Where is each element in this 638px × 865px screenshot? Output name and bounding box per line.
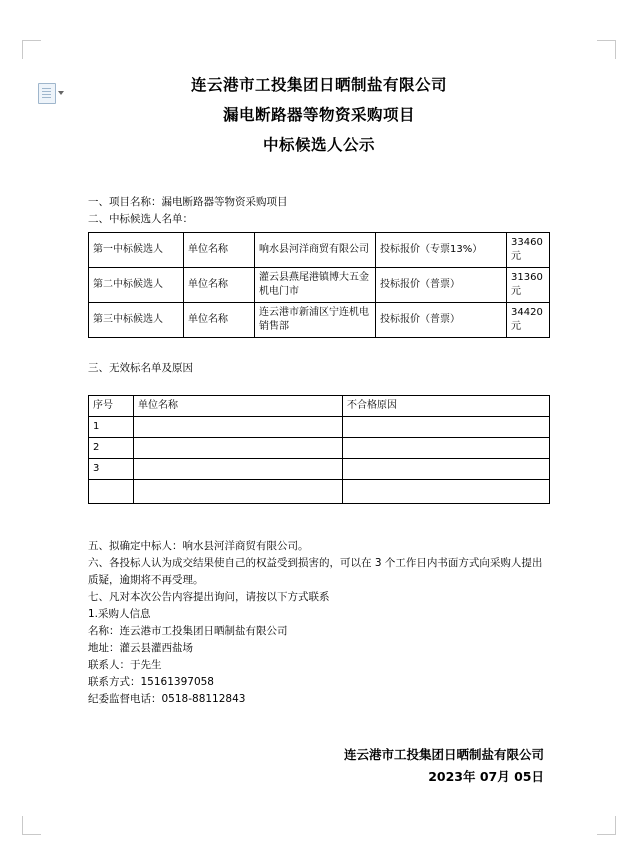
cell-unit-name xyxy=(134,417,343,438)
candidate-unit-label: 单位名称 xyxy=(184,233,255,268)
document-sheet-icon xyxy=(38,83,56,104)
table-row xyxy=(89,417,550,438)
spacer xyxy=(88,377,550,389)
signature-block xyxy=(88,744,550,788)
purchaser-info-heading: 1.采购人信息 xyxy=(88,608,151,620)
purchaser-name: 名称：连云港市工投集团日晒制盐有限公司 xyxy=(88,625,288,637)
cell-reason xyxy=(343,480,550,504)
closing-sections xyxy=(88,538,550,708)
document-icon[interactable] xyxy=(38,82,64,104)
title-line-3: 中标候选人公示 xyxy=(262,136,375,154)
document-content xyxy=(88,70,550,788)
cell-reason xyxy=(343,459,550,480)
section-three-text: 三、无效标名单及原因 xyxy=(88,362,193,374)
cell-reason xyxy=(343,417,550,438)
chevron-down-icon[interactable] xyxy=(58,91,64,95)
candidate-rank: 第三中标候选人 xyxy=(89,303,184,338)
column-header-index: 序号 xyxy=(89,396,134,417)
table-row xyxy=(89,480,550,504)
candidates-table xyxy=(88,232,550,338)
spacer xyxy=(88,526,550,538)
invalid-bids-table xyxy=(88,395,550,504)
candidate-price-label: 投标报价（专票13%） xyxy=(376,233,507,268)
column-header-unit-name: 单位名称 xyxy=(134,396,343,417)
spacer xyxy=(88,504,550,526)
crop-mark-bottom-right xyxy=(597,816,616,835)
candidate-price-label: 投标报价（普票） xyxy=(376,268,507,303)
table-row xyxy=(89,303,550,338)
table-row xyxy=(89,459,550,480)
title-line-1: 连云港市工投集团日晒制盐有限公司 xyxy=(190,76,447,94)
cell-unit-name xyxy=(134,480,343,504)
section-two-text: 二、中标候选人名单： xyxy=(88,213,193,225)
section-two xyxy=(88,211,550,228)
section-five-text: 五、拟确定中标人：响水县河洋商贸有限公司。 xyxy=(88,540,309,552)
candidate-rank: 第一中标候选人 xyxy=(89,233,184,268)
cell-reason xyxy=(343,438,550,459)
contact-phone: 联系方式：15161397058 xyxy=(88,676,214,688)
table-header-row xyxy=(89,396,550,417)
page-title xyxy=(88,70,550,160)
candidate-price-label: 投标报价（普票） xyxy=(376,303,507,338)
section-six-text: 六、各投标人认为成交结果使自己的权益受到损害的，可以在 3 个工作日内书面方式向采购人提出质疑，逾期将不再受理。 xyxy=(88,557,543,586)
cell-unit-name xyxy=(134,459,343,480)
spacer xyxy=(88,338,550,360)
crop-mark-top-left xyxy=(22,40,41,59)
candidate-unit-name: 灌云县燕尾港镇博大五金机电门市 xyxy=(255,268,376,303)
crop-mark-top-right xyxy=(597,40,616,59)
cell-unit-name xyxy=(134,438,343,459)
section-seven-text: 七、凡对本次公告内容提出询问，请按以下方式联系 xyxy=(88,591,330,603)
section-one xyxy=(88,194,550,211)
crop-mark-bottom-left xyxy=(22,816,41,835)
candidate-unit-name: 连云港市新浦区宁连机电销售部 xyxy=(255,303,376,338)
cell-index: 2 xyxy=(89,438,134,459)
candidate-price: 33460 元 xyxy=(507,233,550,268)
cell-index: 1 xyxy=(89,417,134,438)
candidate-unit-label: 单位名称 xyxy=(184,268,255,303)
title-line-2: 漏电断路器等物资采购项目 xyxy=(222,106,415,124)
supervision-phone: 纪委监督电话：0518-88112843 xyxy=(88,693,246,705)
cell-index xyxy=(89,480,134,504)
section-one-text: 一、项目名称：漏电断路器等物资采购项目 xyxy=(88,196,288,208)
candidate-price: 31360 元 xyxy=(507,268,550,303)
table-row xyxy=(89,268,550,303)
table-row xyxy=(89,438,550,459)
table-row xyxy=(89,233,550,268)
candidate-rank: 第二中标候选人 xyxy=(89,268,184,303)
column-header-reason: 不合格原因 xyxy=(343,396,550,417)
contact-person: 联系人：于先生 xyxy=(88,659,162,671)
candidate-price: 34420 元 xyxy=(507,303,550,338)
section-three xyxy=(88,360,550,377)
signature-date: 2023年 07月 05日 xyxy=(428,769,544,784)
purchaser-address: 地址：灌云县灌西盐场 xyxy=(88,642,193,654)
cell-index: 3 xyxy=(89,459,134,480)
signature-company: 连云港市工投集团日晒制盐有限公司 xyxy=(343,747,544,762)
candidate-unit-label: 单位名称 xyxy=(184,303,255,338)
candidate-unit-name: 响水县河洋商贸有限公司 xyxy=(255,233,376,268)
